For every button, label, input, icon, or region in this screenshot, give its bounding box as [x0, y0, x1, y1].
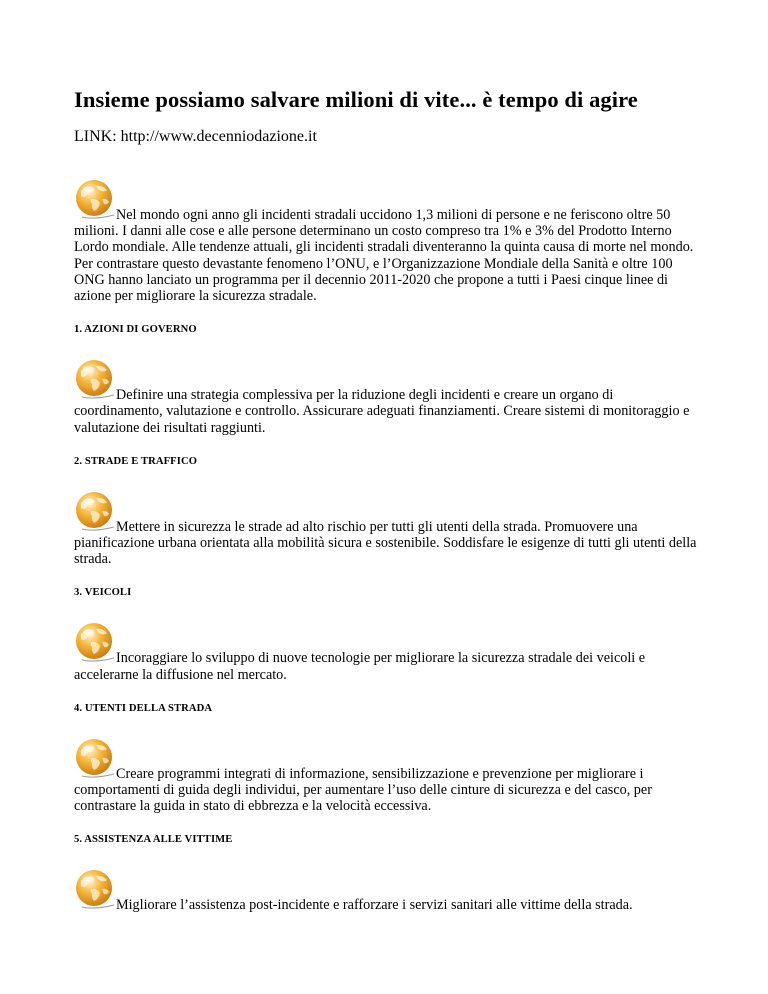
section-text: Definire una strategia complessiva per la riduzione degli incidenti e creare un organo di coordinamento, valutazione e controllo. Assicurare adeguati finanziamenti. Creare sistemi di monitoraggio e valutazione dei risultati raggiunti. — [74, 387, 690, 436]
section-paragraph-strade — [74, 487, 698, 568]
globe-icon — [72, 177, 116, 221]
section-text: Mettere in sicurezza le strade ad alto rischio per tutti gli utenti della strada. Promuovere una pianificazione urbana orientata alla mobilità sicura e sostenibile. Soddisfare le esigenze di tutti gli utenti della strada. — [74, 518, 697, 568]
globe-icon — [72, 489, 116, 533]
section-paragraph-utenti — [74, 734, 698, 815]
page-title: Insieme possiamo salvare milioni di vite... è tempo di agire — [74, 87, 638, 112]
section-text: Creare programmi integrati di informazione, sensibilizzazione e prevenzione per migliorare i comportamenti di guida degli individui, per aumentare l’uso delle cinture di sicurezza e del casco, per contrastare la guida in stato di ebbrezza e la velocità eccessiva. — [74, 765, 652, 815]
section-text: Incoraggiare lo sviluppo di nuove tecnologie per migliorare la sicurezza stradale dei veicoli e accelerarne la diffusione nel mercato. — [74, 650, 646, 683]
section-paragraph-assistenza — [74, 865, 698, 913]
section-paragraph-governo — [74, 355, 698, 436]
link-label: LINK: — [74, 128, 117, 145]
section-heading-governo: 1. AZIONI DI GOVERNO — [74, 324, 197, 336]
section-text: Migliorare l’assistenza post-incidente e rafforzare i servizi sanitari alle vittime della strada. — [116, 897, 633, 914]
section-paragraph-veicoli — [74, 618, 698, 682]
globe-icon — [72, 620, 116, 664]
globe-icon — [72, 867, 116, 911]
section-heading-utenti: 4. UTENTI DELLA STRADA — [74, 702, 213, 714]
intro-text: Nel mondo ogni anno gli incidenti stradali uccidono 1,3 milioni di persone e ne feriscono oltre 50 milioni. I danni alle cose e alle persone determinano un costo compreso tra 1% e 3% del Prodotto Interno Lordo mondiale. Alle tendenze attuali, gli incidenti stradali diventeranno la quinta causa di morte nel mondo. Per contrastare questo devastante fenomeno l’ONU, e l’Organizzazione Mondiale della Sanità e oltre 100 ONG hanno lanciato un programma per il decennio 2011-2020 che propone a tutti i Paesi cinque linee di azione per migliorare la sicurezza stradale. — [74, 207, 694, 305]
section-heading-veicoli: 3. VEICOLI — [74, 587, 132, 599]
globe-icon — [72, 357, 116, 401]
link-line — [74, 127, 698, 147]
section-heading-assistenza: 5. ASSISTENZA ALLE VITTIME — [74, 834, 233, 846]
link-url[interactable]: http://www.decenniodazione.it — [120, 128, 317, 145]
intro-paragraph — [74, 175, 698, 304]
section-heading-strade: 2. STRADE E TRAFFICO — [74, 455, 198, 467]
globe-icon — [72, 736, 116, 780]
